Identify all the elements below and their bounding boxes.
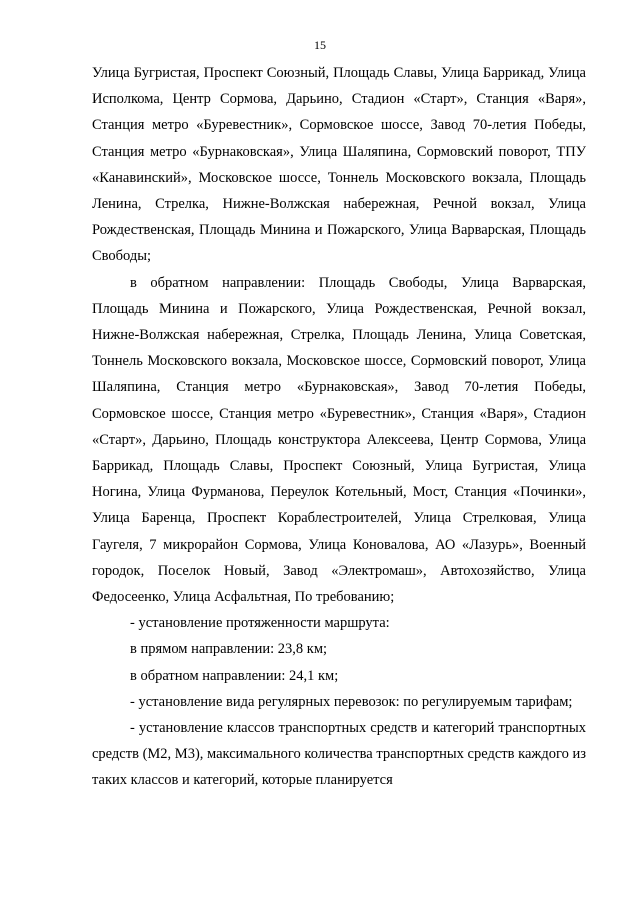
paragraph-reverse-length: в обратном направлении: 24,1 км; (130, 667, 339, 684)
paragraph-vehicle-classes: - установление классов транспортных средств и категорий транспортных средств (М2, М3), максимального количества транспортных средств каждого из таких классов и категорий, которые планируется (92, 720, 586, 789)
page-number: 15 (314, 38, 326, 52)
paragraph-forward-route-stops: Улица Бугристая, Проспект Союзный, Площадь Славы, Улица Баррикад, Улица Исполкома, Центр Сормова, Дарьино, Стадион «Старт», Станция «Варя», Станция метро «Буревестник», Сормовское шоссе, Завод 70-летия Победы, Станция метро «Бурнаковская», Улица Шаляпина, Сормовский поворот, ТПУ «Канавинский», Московское шоссе, Тоннель Московского вокзала, Площадь Ленина, Стрелка, Нижне-Волжская набережная, Речной вокзал, Улица Рождественская, Площадь Минина и Пожарского, Улица Варварская, Площадь Свободы; (92, 65, 586, 265)
document-body (92, 60, 586, 794)
paragraph-forward-length: в прямом направлении: 23,8 км; (130, 641, 328, 658)
paragraph-transport-type: - установление вида регулярных перевозок: по регулируемым тарифам; (130, 693, 573, 710)
paragraph-route-length-heading: - установление протяженности маршрута: (130, 615, 390, 632)
paragraph-reverse-route-stops: в обратном направлении: Площадь Свободы, Улица Варварская, Площадь Минина и Пожарского, Улица Рождественская, Речной вокзал, Нижне-Волжская набережная, Стрелка, Площадь Ленина, Улица Советская, Тоннель Московского вокзала, Московское шоссе, Сормовский поворот, Улица Шаляпина, Станция метро «Бурнаковская», Завод 70-летия Победы, Сормовское шоссе, Станция метро «Буревестник», Станция «Варя», Стадион «Старт», Дарьино, Площадь конструктора Алексеева, Центр Сормова, Улица Баррикад, Площадь Славы, Проспект Союзный, Улица Бугристая, Улица Ногина, Улица Фурманова, Переулок Котельный, Мост, Станция «Починки», Улица Баренца, Проспект Кораблестроителей, Улица Стрелковая, Улица Гаугеля, 7 микрорайон Сормова, Улица Коновалова, АО «Лазурь», Военный городок, Поселок Новый, Завод «Электромаш», Автохозяйство, Улица Федосеенко, Улица Асфальтная, По требованию; (92, 274, 586, 606)
